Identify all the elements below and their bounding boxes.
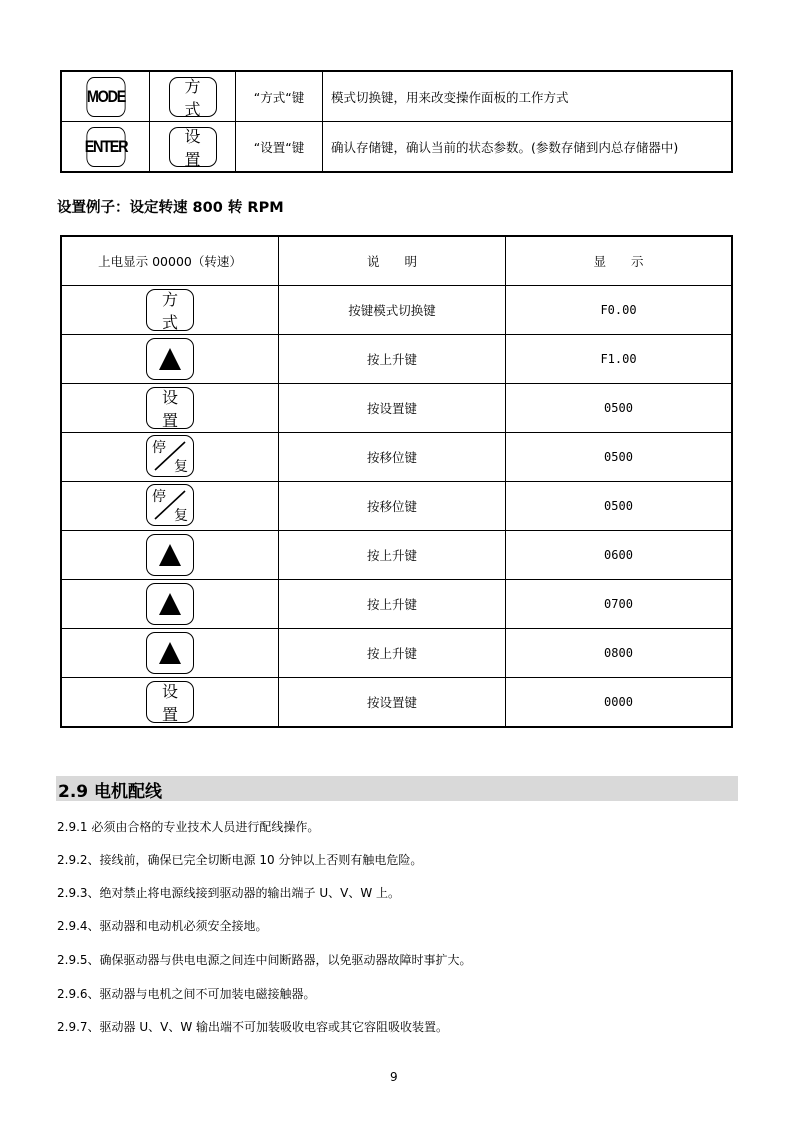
list-item: 2.9.2、接线前，确保已完全切断电源 10 分钟以上否则有触电危险。 (57, 853, 423, 867)
set-key-icon: 设 置 (146, 681, 194, 723)
table-row (61, 482, 732, 531)
shift-key-icon (146, 435, 194, 477)
triangle-up-icon (159, 544, 181, 566)
table-header-row (61, 236, 732, 286)
list-item: 2.9.1 必须由合格的专业技术人员进行配线操作。 (57, 820, 320, 834)
display-value: 0800 (506, 629, 733, 678)
example-table (60, 235, 733, 728)
triangle-up-icon (159, 642, 181, 664)
step-description: 按设置键 (279, 384, 506, 433)
display-value: 0000 (506, 678, 733, 728)
enter-key-icon: ENTER (86, 127, 125, 167)
step-description: 按设置键 (279, 678, 506, 728)
table-row (61, 71, 732, 122)
step-description: 按移位键 (279, 433, 506, 482)
display-value: 0500 (506, 482, 733, 531)
table-row (61, 335, 732, 384)
triangle-up-icon (159, 593, 181, 615)
list-item: 2.9.5、确保驱动器与供电电源之间连中间断路器，以免驱动器故障时事扩大。 (57, 953, 472, 967)
mode-key-icon: 方 式 (146, 289, 194, 331)
up-arrow-key-icon (146, 583, 194, 625)
list-item: 2.9.3、绝对禁止将电源线接到驱动器的输出端子 U、V、W 上。 (57, 886, 401, 900)
key-glyph-top: 停 (152, 488, 166, 505)
key-glyph-bottom: 复 (174, 458, 188, 475)
list-item: 2.9.4、驱动器和电动机必须安全接地。 (57, 919, 268, 933)
display-value: 0700 (506, 580, 733, 629)
key-description: 确认存储键，确认当前的状态参数。(参数存储到内总存储器中) (323, 122, 733, 173)
step-description: 按上升键 (279, 580, 506, 629)
page-number: 9 (390, 1070, 398, 1084)
triangle-up-icon (159, 348, 181, 370)
key-name: “设置“键 (236, 122, 323, 173)
mode-key-icon: MODE (86, 77, 125, 117)
list-item: 2.9.7、驱动器 U、V、W 输出端不可加装吸收电容或其它容阻吸收装置。 (57, 1020, 449, 1034)
display-value: F1.00 (506, 335, 733, 384)
table-row (61, 580, 732, 629)
table-row (61, 531, 732, 580)
key-glyph-bottom: 复 (174, 507, 188, 524)
step-description: 按上升键 (279, 629, 506, 678)
section-title: 2.9 电机配线 (58, 782, 163, 802)
up-arrow-key-icon (146, 338, 194, 380)
step-description: 按上升键 (279, 531, 506, 580)
step-description: 按移位键 (279, 482, 506, 531)
set-key-icon: 设 置 (169, 127, 217, 167)
mode-cn-key-icon: 方 式 (169, 77, 217, 117)
list-item: 2.9.6、驱动器与电机之间不可加装电磁接触器。 (57, 987, 316, 1001)
key-description: 模式切换键，用来改变操作面板的工作方式 (323, 71, 733, 122)
key-glyph-top: 停 (152, 439, 166, 456)
key-name: “方式“键 (236, 71, 323, 122)
display-value: 0600 (506, 531, 733, 580)
table-row (61, 629, 732, 678)
table-row (61, 122, 732, 173)
step-description: 按上升键 (279, 335, 506, 384)
display-value: 0500 (506, 384, 733, 433)
table-row (61, 286, 732, 335)
display-value: F0.00 (506, 286, 733, 335)
table-row (61, 433, 732, 482)
key-function-table (60, 70, 733, 173)
column-header: 上电显示 00000（转速） (61, 236, 279, 286)
step-description: 按键模式切换键 (279, 286, 506, 335)
table-row (61, 384, 732, 433)
column-header: 显 示 (506, 236, 733, 286)
set-key-icon: 设 置 (146, 387, 194, 429)
up-arrow-key-icon (146, 534, 194, 576)
display-value: 0500 (506, 433, 733, 482)
table-row (61, 678, 732, 728)
column-header: 说 明 (279, 236, 506, 286)
example-title: 设置例子：设定转速 800 转 RPM (57, 200, 284, 216)
shift-key-icon (146, 484, 194, 526)
up-arrow-key-icon (146, 632, 194, 674)
